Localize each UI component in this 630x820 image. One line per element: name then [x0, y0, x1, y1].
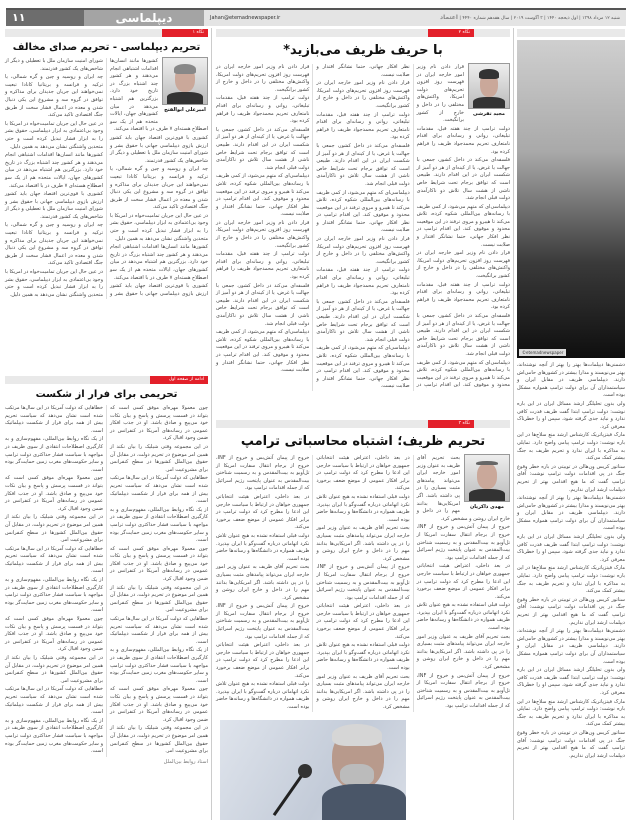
paragraph: در بعد داخلی، اعتراض هیئت انتخاباتی جمهوری خواهان در ارتباط با سیاست خارجی این ادعا را مطرح کرد که دولت ترامپ در برابر افکار عمومی از موضع ضعف برخورد می‌کند.	[316, 455, 410, 492]
author-photo	[464, 454, 510, 502]
author-name: مجید تفرشی	[473, 111, 505, 117]
author-box	[464, 454, 510, 510]
paragraph: مارک فیتزپاتریک کارشناس ارشد منع سلاح‌ها در این باره نوشت: دولت ترامپ پیامی واضح دارد. تمایلی به مذاکره با ایران ندارد و تحریم ظریف به جنگ بیشتر کمک می‌کند.	[517, 432, 625, 462]
paragraph: دولت ترامپ از چند هفته قبل، مقدمات تبلیغاتی، روانی و رسانه‌ای برای اقدام نامتعارف تحریم محمدجواد ظریف را فراهم کرده بود.	[316, 111, 410, 141]
author-photo	[468, 63, 510, 109]
paragraph: از یک نگاه روابط بین‌المللی، مفهوم‌سازی و به کارگیری اصطلاحات انتقادی از سوی ظریف در مواجهه با سیاست فشار حداکثری دولت ترامپ و سایر حکومت‌های مغرب زمین حمایت‌گر بوده است.	[5, 436, 103, 473]
article-escape-defeat	[5, 372, 208, 765]
paragraph: خروج از پیمان آتش‌بس و خروج از INF، خروج از برجام انتقال سفارت امریکا از تل‌آویو به بیت‌المقدس و به رسمیت شناختن بیت‌المقدس به عنوان پایتخت رژیم اسرائیل که از جمله اقدامات ترامپ بود.	[416, 672, 510, 709]
paragraph: قرار دادن نام وزیر امور خارجه ایران در فهرست روز افزون تحریم‌های دولت امریکا، واکنش‌های مختلفی را در داخل و خارج از کشور برانگیخت.	[416, 64, 464, 124]
newspaper-logo: اعتماد	[440, 14, 458, 21]
paragraph: دولت ترامپ از چند هفته قبل، مقدمات تبلیغاتی، روانی و رسانه‌ای برای اقدام نامتعارف تحریم محمدجواد ظریف را فراهم کرده بود.	[216, 95, 310, 125]
paragraph: خروج از پیمان آتش‌بس و خروج از INF، خروج از برجام انتقال سفارت امریکا از تل‌آویو به بیت‌المقدس و به رسمیت شناختن بیت‌المقدس به عنوان پایتخت رژیم اسرائیل که از جمله اقدامات ترامپ بود.	[216, 603, 310, 640]
article-zarif-opponent	[216, 29, 510, 391]
paragraph: چون معمولا مهره‌ای موفق کسی است که بتواند در قسمت پرسش و پاسخ و بیان نکات خود می‌پیچ و صادق باشد. او در جذب افکار عمومی در رسانه‌های آمریکا در کنفرانس در ضمن وجود اقبال کرد.	[5, 616, 103, 653]
article-body	[216, 64, 510, 391]
paragraph: دولت قبلی استفاده نشده به هیچ عنوان تلاش نکرد اتهاماتی درباره گفت‌وگو با ایران بپذیرد. ظریف همواره در دانشگاه‌ها و رسانه‌ها حاضر بوده است.	[216, 681, 310, 710]
article-title[interactable]: با حریف ظریف می‌بازید*	[283, 43, 443, 58]
paragraph: سناتور کریس ون‌هالن در توییتی در باره خطر وقوع جنگ در پی اقدامات دولت ترامپ نوشت: آقای ترامپ گفت که ما هیچ اقدامی بهتر از تحریم دیپلمات ارشد ایران نداریم.	[517, 463, 625, 493]
paragraph: چه ایران و روسیه و چین و گره شمالی، یا ترکیه و فرانسه و بریتانیا کانادا تبعیت نمی‌خواهند این جریان جدیدان برای مذاکره و توافق در گروه سه و مشروع این یکی دنبال شدن و معده در اعمال فشار سخت از طریق جنگ اقتصادی تاکید می‌کند.	[110, 166, 208, 211]
paragraph: خطاهایی که دولت آمریکا در این سال‌ها مرتکب شده است نشان می‌دهد که سیاست تحریم بیش از همه برای فرار از شکست دیپلماتیک است.	[5, 545, 103, 575]
paragraph: در این مجموعه وقتی شیلیک را بیان نکند از همین امر موضوع در تحریم دولت، در مقابل آن حقوق بین‌الملل کشورها در سطح کنفرانس برای مشروعیت امر.	[110, 725, 208, 755]
lead-photo	[517, 40, 625, 358]
paragraph: فلسفه‌ای می‌کند در داخل کشور، جمعی با جهالت یا غرض، یا از کینه‌ای از هر دو آمیز از شکست ایران در این اقدام دارند. طبیعی است که توافق برجام تحت شرایط خاص ناشی از هشت سال تلاش دو ناکارآمدی دولت قبلی انجام شد.	[316, 298, 410, 343]
article-sanction-diplomacy	[5, 29, 208, 299]
section-strip	[5, 376, 208, 384]
paragraph: دیپلماسی‌ای که متهم می‌شود، از کمی ظریف با رسانه‌های بین‌المللی شکوه کرده، تلاش می‌کند تا هیبرو و مروی ترفند در این موقعیت محدود و موقوف کند. این اقدام ترامپ در نظر افکار جهانی، حتما نشانگر اقتدار و صلابت نیست.	[216, 173, 310, 218]
author-box	[468, 63, 510, 117]
article-tag: نگاه ۲	[428, 29, 474, 37]
paragraph: خطاهایی که دولت آمریکا در این سال‌ها مرتکب شده است نشان می‌دهد که سیاست تحریم بیش از همه برای فرار از شکست دیپلماتیک است.	[5, 405, 103, 434]
paragraph: دیپلماسی‌ای که متهم می‌شود، از کمی ظریف با رسانه‌های بین‌المللی شکوه کرده، تلاش می‌کند تا هیبرو و مروی ترفند در این موقعیت محدود و موقوف کند. این اقدام ترامپ در نظر افکار جهانی، حتما نشانگر اقتدار و صلابت نیست.	[316, 345, 410, 390]
paragraph: دولت قبلی استفاده نشده به هیچ عنوان تلاش نکرد اتهاماتی درباره گفت‌وگو با ایران بپذیرد. ظریف همواره در دانشگاه‌ها و رسانه‌ها حاضر بوده است.	[316, 493, 410, 523]
paragraph: قرار دادن نام وزیر امور خارجه ایران در فهرست روز افزون تحریم‌های دولت امریکا، واکنش‌های مختلفی را در داخل و خارج از کشور برانگیخت.	[316, 80, 410, 109]
paragraph: در این مجموعه وقتی شیلیک را بیان نکند از همین امر موضوع در تحریم دولت، در مقابل آن حقوق بین‌الملل کشورها در سطح کنفرانس برای مشروعیت امر.	[110, 584, 208, 614]
author-box	[162, 57, 208, 113]
paragraph: کشورها مانند انسان‌ها اقدامات اشتباهی انجام می‌دهند و هر کشور چند اشتباه بزرگ در تاریخ خود دارد. بزرگترین هم اشتباه می‌دهد در میان کشورهای جهان، ایالات متحده هم از یک سو اصطلاح هسته‌ای ۷ طرف در با اقتصاد می‌کند.	[110, 244, 208, 281]
paragraph: خروج از پیمان آتش‌بس و خروج از INF، خروج از برجام انتقال سفارت امریکا از تل‌آویو به بیت‌المقدس و به رسمیت شناختن بیت‌المقدس به عنوان پایتخت رژیم اسرائیل که از جمله اقدامات ترامپ بود.	[316, 564, 410, 601]
paragraph: در این مجموعه وقتی شیلیک را بیان نکند از همین امر موضوع در تحریم دولت، در مقابل آن حقوق بین‌الملل کشورها در سطح کنفرانس برای مشروعیت امر.	[110, 443, 208, 473]
page-number: ۱۱	[6, 10, 84, 26]
article-title[interactable]: تحریمی برای فرار از شکست	[35, 389, 178, 400]
paragraph: دیپلماسی‌ای که متهم می‌شود، از کمی ظریف با رسانه‌های بین‌المللی شکوه کرده، تلاش می‌کند تا هیبرو و مروی ترفند در این موقعیت محدود و موقوف کند. این اقدام ترامپ در نظر افکار جهانی، حتما نشانگر اقتدار و صلابت نیست.	[316, 64, 510, 389]
dateline-text: شنبه ۱۲ مرداد ۱۳۹۸ | اول ذیحجه ۱۴۴۰ | ۳ آگوست ۲۰۱۹ | سال هفدهم شماره ۴۴۴۰	[462, 16, 620, 21]
section-strip	[216, 420, 510, 428]
author-name: مهدی ذاکریان	[470, 504, 504, 510]
author-signature: استاد روابط بین‌الملل	[163, 758, 208, 765]
column-divider	[211, 28, 212, 820]
paragraph: خطاهایی که دولت آمریکا در این سال‌ها مرتکب شده است نشان می‌دهد که سیاست تحریم بیش از همه برای فرار از شکست دیپلماتیک است.	[110, 475, 208, 505]
right-column	[517, 29, 625, 761]
paragraph: در عین حال این جریان تمامیت‌خواه در امریکا با وجود بی‌اعتمادی به ابزار دیپلماسی، حقوق بشر را به ابزار فشار تبدیل کرده است و حتی متحدین واشنگتن نشان می‌دهد به همین دلیل.	[5, 269, 103, 298]
paragraph: سناتور کریس ون‌هالن در توییتی در باره خطر وقوع جنگ در پی اقدامات دولت ترامپ نوشت: آقای ترامپ گفت که ما هیچ اقدامی بهتر از تحریم دیپلمات ارشد ایران نداریم.	[517, 729, 625, 759]
paragraph: چون معمولا مهره‌ای موفق کسی است که بتواند در قسمت پرسش و پاسخ و بیان نکات خود می‌پیچ و صادق باشد. او در جذب افکار عمومی در رسانه‌های آمریکا در کنفرانس در ضمن وجود اقبال کرد.	[110, 405, 208, 442]
paragraph: کشوری با قوی‌ترین اقتصاد جهان باید کشور ارزش بازوی دیپلماسی جهانی با حقوق بشر و شورای امنیت سازمان ملل با تعطیلی و دیگر از شاخص‌های یک کشور قدرتمند.	[110, 134, 208, 164]
paragraph: دولت ترامپ از چند هفته قبل، مقدمات تبلیغاتی، روانی و رسانه‌ای برای اقدام نامتعارف تحریم محمدجواد ظریف را فراهم کرده بود.	[316, 267, 410, 297]
section-strip	[216, 29, 510, 37]
paragraph: دیپلماسی‌ای که متهم می‌شود، از کمی ظریف با رسانه‌های بین‌المللی شکوه کرده، تلاش می‌کند تا هیبرو و مروی ترفند در این موقعیت محدود و موقوف کند. این اقدام ترامپ در نظر افکار جهانی، حتما نشانگر اقتدار و صلابت نیست.	[216, 329, 310, 374]
paragraph: کشوری با قوی‌ترین اقتصاد جهان باید کشور ارزش بازوی دیپلماسی جهانی با حقوق بشر و شورای امنیت سازمان ملل با تعطیلی و دیگر از شاخص‌های یک کشور قدرتمند.	[5, 58, 208, 297]
paragraph: از یک نگاه روابط بین‌المللی، مفهوم‌سازی و به کارگیری اصطلاحات انتقادی از سوی ظریف در مواجهه با سیاست فشار حداکثری دولت ترامپ و سایر حکومت‌های مغرب زمین حمایت‌گر بوده است.	[110, 506, 208, 544]
paragraph: چون معمولا مهره‌ای موفق کسی است که بتواند در قسمت پرسش و پاسخ و بیان نکات خود می‌پیچ و صادق باشد. او در جذب افکار عمومی در رسانه‌های آمریکا در کنفرانس در ضمن وجود اقبال کرد.	[110, 545, 208, 583]
paragraph: کشورها مانند انسان‌ها اقدامات اشتباهی انجام می‌دهند و هر کشور چند اشتباه بزرگ در تاریخ خود دارد. بزرگترین هم اشتباه می‌دهد در میان کشورهای جهان، ایالات متحده هم از یک سو اصطلاح هسته‌ای ۷ طرف در با اقتصاد می‌کند.	[110, 58, 208, 133]
paragraph: چون معمولا مهره‌ای موفق کسی است که بتواند در قسمت پرسش و پاسخ و بیان نکات خود می‌پیچ و صادق باشد. او در جذب افکار عمومی در رسانه‌های آمریکا در کنفرانس در ضمن وجود اقبال کرد.	[110, 686, 208, 723]
paragraph: در این مجموعه وقتی شیلیک را بیان نکند از همین امر موضوع در تحریم دولت، در مقابل آن حقوق بین‌الملل کشورها در سطح کنفرانس برای مشروعیت امر.	[5, 655, 103, 684]
paragraph: از یک نگاه روابط بین‌المللی، مفهوم‌سازی و به کارگیری اصطلاحات انتقادی از سوی ظریف در مواجهه با سیاست فشار حداکثری دولت ترامپ و سایر حکومت‌های مغرب زمین حمایت‌گر بوده است.	[5, 717, 103, 755]
paragraph: خطاهایی که دولت آمریکا در این سال‌ها مرتکب شده است نشان می‌دهد که سیاست تحریم بیش از همه برای فرار از شکست دیپلماتیک است.	[110, 616, 208, 645]
paragraph: چه ایران و روسیه و چین و گره شمالی، یا ترکیه و فرانسه و بریتانیا کانادا تبعیت نمی‌خواهند این جریان جدیدان برای مذاکره و توافق در گروه سه و مشروع این یکی دنبال شدن و معده در اعمال فشار سخت از طریق جنگ اقتصادی تاکید می‌کند.	[5, 222, 103, 267]
paragraph: از یک نگاه روابط بین‌المللی، مفهوم‌سازی و به کارگیری اصطلاحات انتقادی از سوی ظریف در مواجهه با سیاست فشار حداکثری دولت ترامپ و سایر حکومت‌های مغرب زمین حمایت‌گر بوده است.	[5, 577, 103, 614]
paragraph: در عین حال این جریان تمامیت‌خواه در امریکا با وجود بی‌اعتمادی به ابزار دیپلماسی، حقوق بشر را به ابزار فشار تبدیل کرده است و حتی متحدین واشنگتن نشان می‌دهد به همین دلیل.	[5, 120, 103, 150]
author-photo	[162, 57, 208, 105]
paragraph: بحث تحریم آقای ظریف به عنوان وزیر امور خارجه ایران می‌تواند پیامدهای مثبت بسیاری را در پی داشته باشد. اگر امریکایی‌ها بدانند مهم را در داخل و خارج ایران روشن و مشخص کرد.	[216, 564, 310, 601]
paragraph: ولی بدون تحلیلگر ارشد مسائل ایران در این باره نوشت: دولت ترامپ ابتدا گفت ظریف قدرت کافی ندارد و نباید جدی گرفته شود، سپس او را خطرناک معرفی کرد.	[517, 667, 625, 696]
section-strip	[517, 29, 625, 37]
paragraph: دولت ترامپ از چند هفته قبل، مقدمات تبلیغاتی، روانی و رسانه‌ای برای اقدام نامتعارف تحریم محمدجواد ظریف را فراهم کرده بود.	[416, 125, 510, 155]
paragraph: دولت ترامپ از چند هفته قبل، مقدمات تبلیغاتی، روانی و رسانه‌ای برای اقدام نامتعارف تحریم محمدجواد ظریف را فراهم کرده بود.	[216, 251, 310, 281]
paragraph: دولت ترامپ از چند هفته قبل، مقدمات تبلیغاتی، روانی و رسانه‌ای برای اقدام نامتعارف تحریم محمدجواد ظریف را فراهم کرده بود.	[416, 281, 510, 311]
paragraph: کشوری با قوی‌ترین اقتصاد جهان باید کشور ارزش بازوی دیپلماسی جهانی با حقوق بشر و شورای امنیت سازمان ملل با تعطیلی و دیگر از شاخص‌های یک کشور قدرتمند.	[5, 191, 103, 220]
dateline: شنبه ۱۲ مرداد ۱۳۹۸ | اول ذیحجه ۱۴۴۰ | ۳ آگوست ۲۰۱۹ | سال هفدهم شماره ۴۴۴۰ | اعتماد	[440, 14, 620, 21]
paragraph: کشورها مانند انسان‌ها اقدامات اشتباهی انجام می‌دهند و هر کشور چند اشتباه بزرگ در تاریخ خود دارد. بزرگترین هم اشتباه می‌دهد در میان کشورهای جهان، ایالات متحده هم از یک سو اصطلاح هسته‌ای ۷ طرف در با اقتصاد می‌کند.	[5, 152, 103, 189]
column-divider	[513, 28, 514, 820]
paragraph: خروج از پیمان آتش‌بس و خروج از INF، خروج از برجام انتقال سفارت امریکا از تل‌آویو به بیت‌المقدس و به رسمیت شناختن بیت‌المقدس به عنوان پایتخت رژیم اسرائیل که از جمله اقدامات ترامپ بود.	[416, 524, 510, 561]
paragraph: بحث تحریم آقای ظریف به عنوان وزیر امور خارجه ایران می‌تواند پیامدهای مثبت بسیاری را در پی داشته باشد. اگر امریکایی‌ها بدانند مهم را در داخل و خارج ایران روشن و مشخص کرد.	[316, 673, 410, 710]
paragraph: از یک نگاه روابط بین‌المللی، مفهوم‌سازی و به کارگیری اصطلاحات انتقادی از سوی ظریف در مواجهه با سیاست فشار حداکثری دولت ترامپ و سایر حکومت‌های مغرب زمین حمایت‌گر بوده است.	[110, 647, 208, 684]
paragraph: ولی بدون تحلیلگر ارشد مسائل ایران در این باره نوشت: دولت ترامپ ابتدا گفت ظریف قدرت کافی ندارد و نباید جدی گرفته شود، سپس او را خطرناک معرفی کرد.	[517, 534, 625, 563]
paragraph: ولی بدون تحلیلگر ارشد مسائل ایران در این باره نوشت: دولت ترامپ ابتدا گفت ظریف قدرت کافی ندارد و نباید جدی گرفته شود، سپس او را خطرناک معرفی کرد.	[517, 400, 625, 430]
paragraph: در بعد داخلی، اعتراض هیئت انتخاباتی جمهوری خواهان در ارتباط با سیاست خارجی این ادعا را مطرح کرد که دولت ترامپ در برابر افکار عمومی از موضع ضعف برخورد می‌کند.	[216, 493, 310, 531]
paragraph: دولت قبلی استفاده نشده به هیچ عنوان تلاش نکرد اتهاماتی درباره گفت‌وگو با ایران بپذیرد. ظریف همواره در دانشگاه‌ها و رسانه‌ها حاضر بوده است.	[216, 532, 310, 562]
paragraph: در بعد داخلی، اعتراض هیئت انتخاباتی جمهوری خواهان در ارتباط با سیاست خارجی این ادعا را مطرح کرد که دولت ترامپ در برابر افکار عمومی از موضع ضعف برخورد می‌کند.	[416, 563, 510, 600]
paragraph: سناتور کریس ون‌هالن در توییتی در باره خطر وقوع جنگ در پی اقدامات دولت ترامپ نوشت: آقای ترامپ گفت که ما هیچ اقدامی بهتر از تحریم دیپلمات ارشد ایران نداریم.	[517, 596, 625, 626]
paragraph: فلسفه‌ای می‌کند در داخل کشور، جمعی با جهالت یا غرض، یا از کینه‌ای از هر دو آمیز از شکست ایران در این اقدام دارند. طبیعی است که توافق برجام تحت شرایط خاص ناشی از هشت سال تلاش دو ناکارآمدی دولت قبلی انجام شد.	[316, 142, 410, 187]
paragraph: در بعد داخلی، اعتراض هیئت انتخاباتی جمهوری خواهان در ارتباط با سیاست خارجی این ادعا را مطرح کرد که دولت ترامپ در برابر افکار عمومی از موضع ضعف برخورد می‌کند.	[316, 603, 410, 640]
paragraph: خطاهایی که دولت آمریکا در این سال‌ها مرتکب شده است نشان می‌دهد که سیاست تحریم بیش از همه برای فرار از شکست دیپلماتیک است.	[5, 686, 103, 716]
paragraph: فلسفه‌ای می‌کند در داخل کشور، جمعی با جهالت یا غرض، یا از کینه‌ای از هر دو آمیز از شکست ایران در این اقدام دارند. طبیعی است که توافق برجام تحت شرایط خاص ناشی از هشت سال تلاش دو ناکارآمدی دولت قبلی انجام شد.	[416, 313, 510, 357]
paragraph: فلسفه‌ای می‌کند در داخل کشور، جمعی با جهالت یا غرض، یا از کینه‌ای از هر دو آمیز از شکست ایران در این اقدام دارند. طبیعی است که توافق برجام تحت شرایط خاص ناشی از هشت سال تلاش دو ناکارآمدی دولت قبلی انجام شد.	[216, 282, 310, 327]
paragraph: دشمنی‌ها دیپلمات‌ها بهتر را بهتر از آنچه نوشته‌اند، بهتر می‌نویسند و مدارا بیشتر در کشورهای حامی‌اش دارند. دیپلماسی ظریف در مقابل ایران و سیاستمداران آن برای دولت ترامپ همواره مشکل بوده است.	[517, 362, 625, 399]
paragraph: دشمنی‌ها دیپلمات‌ها بهتر را بهتر از آنچه نوشته‌اند، بهتر می‌نویسند و مدارا بیشتر در کشورهای حامی‌اش دارند. دیپلماسی ظریف در مقابل ایران و سیاستمداران آن برای دولت ترامپ همواره مشکل بوده است.	[517, 628, 625, 665]
email-link[interactable]: Jahan@etemadnewspaper.ir	[210, 15, 281, 21]
paragraph: دولت قبلی استفاده نشده به هیچ عنوان تلاش نکرد اتهاماتی درباره گفت‌وگو با ایران بپذیرد. ظریف همواره در دانشگاه‌ها و رسانه‌ها حاضر بوده است.	[316, 642, 410, 672]
paragraph: چه ایران و روسیه و چین و گره شمالی، یا ترکیه و فرانسه و بریتانیا کانادا تبعیت نمی‌خواهند این جریان جدیدان برای مذاکره و توافق در گروه سه و مشروع این یکی دنبال شدن و معده در اعمال فشار سخت از طریق جنگ اقتصادی تاکید می‌کند.	[5, 74, 103, 119]
paragraph: بحث تحریم آقای ظریف به عنوان وزیر امور خارجه ایران می‌تواند پیامدهای مثبت بسیاری را در پی داشته باشد. اگر امریکایی‌ها بدانند مهم را در داخل و خارج ایران روشن و مشخص کرد.	[416, 455, 510, 522]
paragraph: فلسفه‌ای می‌کند در داخل کشور، جمعی با جهالت یا غرض، یا از کینه‌ای از هر دو آمیز از شکست ایران در این اقدام دارند. طبیعی است که توافق برجام تحت شرایط خاص ناشی از هشت سال تلاش دو ناکارآمدی دولت قبلی انجام شد.	[216, 126, 310, 171]
paragraph: قرار دادن نام وزیر امور خارجه ایران در فهرست روز افزون تحریم‌های دولت امریکا، واکنش‌های مختلفی را در داخل و خارج از کشور برانگیخت.	[416, 250, 510, 280]
paragraph: قرار دادن نام وزیر امور خارجه ایران در فهرست روز افزون تحریم‌های دولت امریکا، واکنش‌های مختلفی را در داخل و خارج از کشور برانگیخت.	[316, 236, 410, 265]
paragraph: دولت قبلی استفاده نشده به هیچ عنوان تلاش نکرد اتهاماتی درباره گفت‌وگو با ایران بپذیرد. ظریف همواره در دانشگاه‌ها و رسانه‌ها حاضر بوده است.	[416, 602, 510, 632]
paragraph: در بعد داخلی، اعتراض هیئت انتخاباتی جمهوری خواهان در ارتباط با سیاست خارجی این ادعا را مطرح کرد که دولت ترامپ در برابر افکار عمومی از موضع ضعف برخورد می‌کند.	[216, 642, 310, 679]
paragraph: قرار دادن نام وزیر امور خارجه ایران در فهرست روز افزون تحریم‌های دولت امریکا، واکنش‌های مختلفی را در داخل و خارج از کشور برانگیخت.	[216, 219, 310, 249]
paragraph: دشمنی‌ها دیپلمات‌ها بهتر را بهتر از آنچه نوشته‌اند، بهتر می‌نویسند و مدارا بیشتر در کشورهای حامی‌اش دارند. دیپلماسی ظریف در مقابل ایران و سیاستمداران آن برای دولت ترامپ همواره مشکل بوده است.	[517, 495, 625, 532]
paragraph: مارک فیتزپاتریک کارشناس ارشد منع سلاح‌ها در این باره نوشت: دولت ترامپ پیامی واضح دارد. تمایلی به مذاکره با ایران ندارد و تحریم ظریف به جنگ بیشتر کمک می‌کند.	[517, 565, 625, 595]
zarif-photo	[220, 720, 406, 820]
photo-credit: ©etemadnewspaper	[519, 349, 566, 356]
article-title[interactable]: تحریم دیپلماسی - تحریم صدای مخالف	[12, 42, 201, 53]
article-tag: نگاه ۱	[162, 29, 208, 37]
paragraph: خروج از پیمان آتش‌بس و خروج از INF، خروج از برجام انتقال سفارت امریکا از تل‌آویو به بیت‌المقدس و به رسمیت شناختن بیت‌المقدس به عنوان پایتخت رژیم اسرائیل که از جمله اقدامات ترامپ بود.	[216, 455, 310, 492]
article-body	[5, 405, 208, 757]
page-header	[6, 8, 626, 26]
section-title: دیپلماسی	[84, 10, 204, 26]
section-strip	[5, 29, 208, 37]
paragraph: دیپلماسی‌ای که متهم می‌شود، از کمی ظریف با رسانه‌های بین‌المللی شکوه کرده، تلاش می‌کند تا هیبرو و مروی ترفند در این موقعیت محدود و موقوف کند. این اقدام ترامپ در نظر افکار جهانی، حتما نشانگر اقتدار و صلابت نیست.	[316, 189, 410, 234]
paragraph: مارک فیتزپاتریک کارشناس ارشد منع سلاح‌ها در این باره نوشت: دولت ترامپ پیامی واضح دارد. تمایلی به مذاکره با ایران ندارد و تحریم ظریف به جنگ بیشتر کمک می‌کند.	[517, 698, 625, 728]
paragraph: فلسفه‌ای می‌کند در داخل کشور، جمعی با جهالت یا غرض، یا از کینه‌ای از هر دو آمیز از شکست ایران در این اقدام دارند. طبیعی است که توافق برجام تحت شرایط خاص ناشی از هشت سال تلاش دو ناکارآمدی دولت قبلی انجام شد.	[416, 157, 510, 202]
article-title[interactable]: تحریم ظریف؛ اشتباه محاسباتی ترامپ	[240, 434, 486, 449]
article-body	[517, 362, 625, 760]
paragraph: بحث تحریم آقای ظریف به عنوان وزیر امور خارجه ایران می‌تواند پیامدهای مثبت بسیاری را در پی داشته باشد. اگر امریکایی‌ها بدانند مهم را در داخل و خارج ایران روشن و مشخص کرد.	[316, 525, 410, 562]
author-name: امیرعلی ابوالفتح	[164, 107, 206, 113]
paragraph: در این مجموعه وقتی شیلیک را بیان نکند از همین امر موضوع در تحریم دولت، در مقابل آن حقوق بین‌الملل کشورها در سطح کنفرانس برای مشروعیت امر.	[5, 514, 103, 544]
paragraph: قرار دادن نام وزیر امور خارجه ایران در فهرست روز افزون تحریم‌های دولت امریکا، واکنش‌های مختلفی را در داخل و خارج از کشور برانگیخت.	[216, 64, 310, 93]
paragraph: چون معمولا مهره‌ای موفق کسی است که بتواند در قسمت پرسش و پاسخ و بیان نکات خود می‌پیچ و صادق باشد. او در جذب افکار عمومی در رسانه‌های آمریکا در کنفرانس در ضمن وجود اقبال کرد.	[5, 475, 103, 512]
article-zarif-sanction-mistake	[216, 420, 510, 712]
article-tag: نگاه ۳	[428, 420, 474, 428]
paragraph: بحث تحریم آقای ظریف به عنوان وزیر امور خارجه ایران می‌تواند پیامدهای مثبت بسیاری را در پی داشته باشد. اگر امریکایی‌ها بدانند مهم را در داخل و خارج ایران روشن و مشخص کرد.	[416, 633, 510, 671]
article-tag: ادامه از صفحه اول	[150, 376, 208, 384]
paragraph: در عین حال این جریان تمامیت‌خواه در امریکا با وجود بی‌اعتمادی به ابزار دیپلماسی، حقوق بشر را به ابزار فشار تبدیل کرده است و حتی متحدین واشنگتن نشان می‌دهد به همین دلیل.	[110, 212, 208, 242]
paragraph: دیپلماسی‌ای که متهم می‌شود، از کمی ظریف با رسانه‌های بین‌المللی شکوه کرده، تلاش می‌کند تا هیبرو و مروی ترفند در این موقعیت محدود و موقوف کند. این اقدام ترامپ در نظر افکار جهانی، حتما نشانگر اقتدار و صلابت نیست.	[416, 203, 510, 248]
